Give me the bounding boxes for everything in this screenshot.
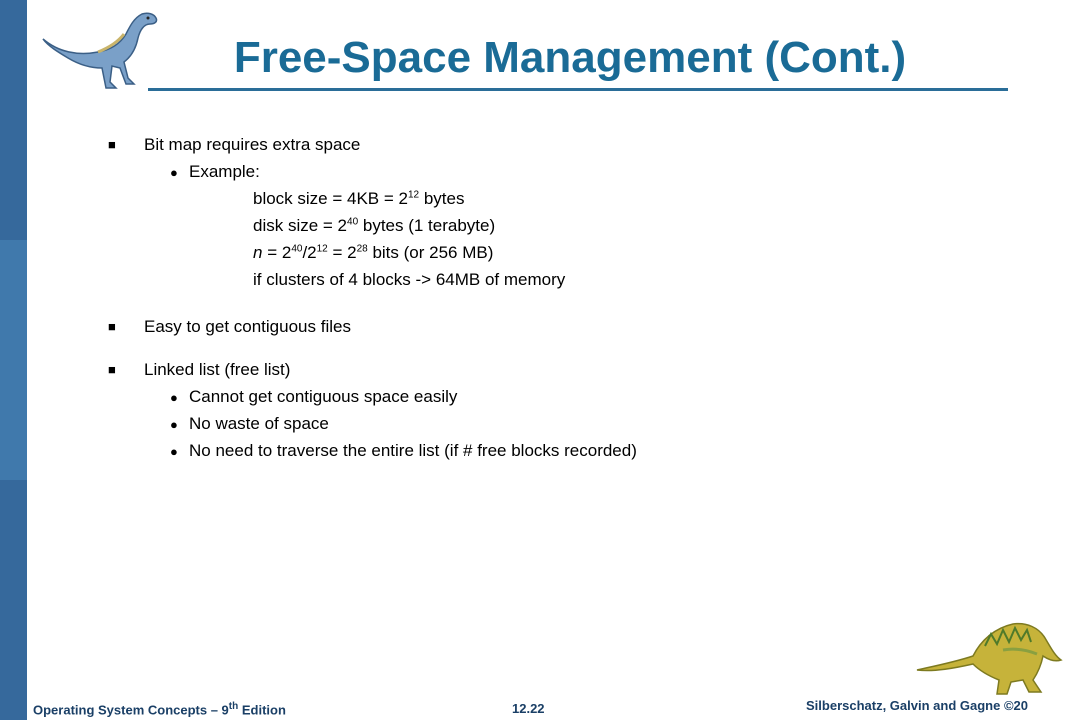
sub-bullet-no-waste: No waste of space (189, 414, 329, 433)
bullet-bitmap: Bit map requires extra space (144, 135, 361, 154)
sub-bullet-marker: ● (170, 444, 178, 459)
n-exponent-1: 40 (291, 243, 303, 255)
n-variable: n (253, 243, 263, 262)
sub-bullet-marker: ● (170, 165, 178, 180)
footer-book-text: Operating System Concepts – 9 (33, 702, 229, 718)
sub-bullet-example: Example: (189, 162, 260, 181)
example-line-block-size (253, 189, 464, 209)
sub-bullet-marker: ● (170, 417, 178, 432)
disk-size-text: disk size = 2 (253, 216, 348, 235)
footer-authors: Silberschatz, Galvin and Gagne ©20 (806, 698, 1028, 713)
footer-page-number: 12.22 (512, 701, 545, 716)
block-size-exponent: 12 (407, 189, 420, 201)
example-line-disk-size (253, 216, 495, 236)
title-underline (148, 88, 1008, 91)
bullet-marker: ■ (108, 362, 116, 377)
n-text-c: = 2 (327, 243, 357, 262)
n-exponent-3: 28 (356, 243, 368, 255)
example-line-clusters: if clusters of 4 blocks -> 64MB of memory (253, 270, 566, 289)
n-text-d: bits (or 256 MB) (367, 243, 494, 262)
left-sidebar-bar (0, 0, 27, 720)
example-line-n-bits (253, 243, 493, 263)
sidebar-segment (0, 480, 27, 720)
n-text-a: = 2 (262, 243, 292, 262)
sidebar-segment (0, 240, 27, 480)
dinosaur-logo-bottom (915, 610, 1065, 695)
bullet-linked-list: Linked list (free list) (144, 360, 291, 379)
footer-edition-text: Edition (238, 702, 286, 718)
bullet-marker: ■ (108, 319, 116, 334)
bullet-contiguous: Easy to get contiguous files (144, 317, 351, 336)
slide-title: Free-Space Management (Cont.) (233, 33, 907, 82)
sub-bullet-no-contiguous: Cannot get contiguous space easily (189, 387, 458, 406)
sub-bullet-no-traverse: No need to traverse the entire list (if # free blocks recorded) (189, 441, 637, 460)
disk-size-exponent: 40 (347, 216, 359, 228)
disk-size-unit: bytes (1 terabyte) (358, 216, 496, 235)
sub-bullet-marker: ● (170, 390, 178, 405)
footer-book-title (33, 701, 286, 717)
footer-edition-sup: th (228, 701, 239, 712)
block-size-unit: bytes (419, 189, 465, 208)
block-size-text: block size = 4KB = 2 (253, 189, 408, 208)
bullet-marker: ■ (108, 137, 116, 152)
n-text-b: /2 (302, 243, 317, 262)
sidebar-segment (0, 0, 27, 240)
n-exponent-2: 12 (316, 243, 328, 255)
